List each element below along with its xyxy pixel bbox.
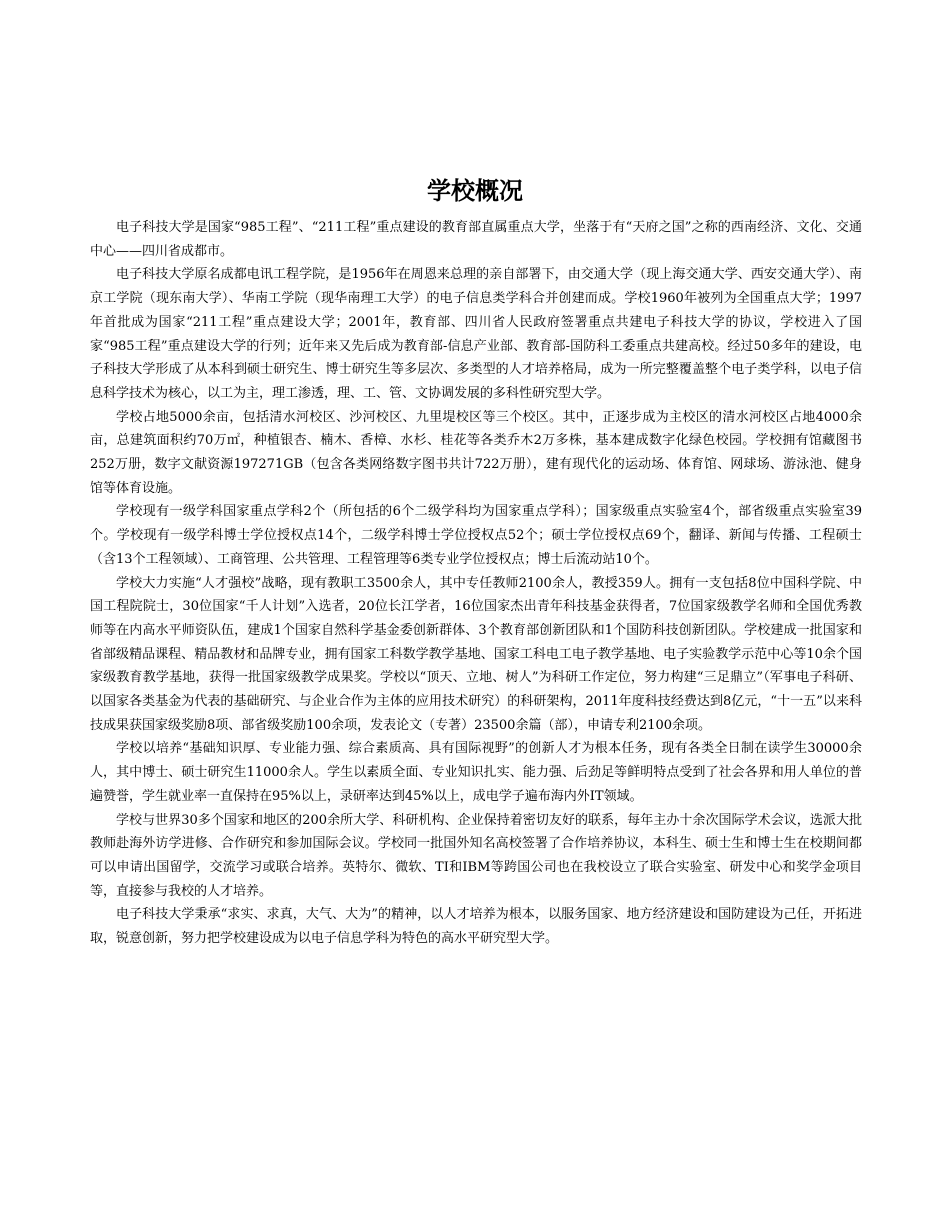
paragraph-faculty: 学校大力实施“人才强校”战略，现有教职工3500余人，其中专任教师2100余人，教授359人。拥有一支包括8位中国科学院、中国工程院院士，30位国家“千人计划”入选者，20位长江学者，16位国家杰出青年科技基金获得者，7位国家级教学名师和全国优秀教师等在内高水平师资队伍，建成1个国家自然科学基金委创新群体、3个教育部创新团队和1个国防科技创新团队。学校建成一批国家和省部级精品课程、精品教材和品牌专业，拥有国家工科数学教学基地、国家工科电工电子教学基地、电子实验教学示范中心等10余个国家级教育教学基地，获得一批国家级教学成果奖。学校以“顶天、立地、树人”为科研工作定位，努力构建“三足鼎立”（军事电子科研、以国家各类基金为代表的基础研究、与企业合作为主体的应用技术研究）的科研架构，2011年度科技经费达到8亿元，“十一五”以来科技成果获国家级奖励8项、部省级奖励100余项，发表论文（专著）23500余篇（部），申请专利2100余项。	[90, 575, 862, 733]
paragraph-intro: 电子科技大学是国家“985工程”、“211工程”重点建设的教育部直属重点大学，坐落于有“天府之国”之称的西南经济、文化、交通中心——四川省成都市。	[90, 220, 862, 259]
paragraph-history: 电子科技大学原名成都电讯工程学院，是1956年在周恩来总理的亲自部署下，由交通大学（现上海交通大学、西安交通大学）、南京工学院（现东南大学）、华南工学院（现华南理工大学）的电子信息类学科合并创建而成。学校1960年被列为全国重点大学；1997年首批成为国家“211工程”重点建设大学；2001年，教育部、四川省人民政府签署重点共建电子科技大学的协议，学校进入了国家“985工程”重点建设大学的行列；近年来又先后成为教育部-信息产业部、教育部-国防科工委重点共建高校。经过50多年的建设，电子科技大学形成了从本科到硕士研究生、博士研究生等多层次、多类型的人才培养格局，成为一所完整覆盖整个电子类学科，以电子信息科学技术为核心，以工为主，理工渗透，理、工、管、文协调发展的多科性研究型大学。	[90, 267, 862, 401]
document-body	[90, 216, 862, 951]
paragraph-students: 学校以培养“基础知识厚、专业能力强、综合素质高、具有国际视野”的创新人才为根本任务，现有各类全日制在读学生30000余人，其中博士、硕士研究生11000余人。学生以素质全面、专业知识扎实、能力强、后劲足等鲜明特点受到了社会各界和用人单位的普遍赞誉，学生就业率一直保持在95%以上，录研率达到45%以上，成电学子遍布海内外IT领域。	[90, 741, 862, 804]
paragraph-disciplines: 学校现有一级学科国家重点学科2个（所包括的6个二级学科均为国家重点学科）；国家级重点实验室4个，部省级重点实验室39个。学校现有一级学科博士学位授权点14个，二级学科博士学位授权点52个；硕士学位授权点69个，翻译、新闻与传播、工程硕士（含13个工程领域）、工商管理、公共管理、工程管理等6类专业学位授权点；博士后流动站10个。	[90, 504, 862, 567]
page-title: 学校概况	[427, 176, 523, 205]
paragraph-campus: 学校占地5000余亩，包括清水河校区、沙河校区、九里堤校区等三个校区。其中，正逐步成为主校区的清水河校区占地4000余亩，总建筑面积约70万㎡，种植银杏、楠木、香樟、水杉、桂花等各类乔木2万多株，基本建成数字化绿色校园。学校拥有馆藏图书252万册，数字文献资源197271GB（包含各类网络数字图书共计722万册），建有现代化的运动场、体育馆、网球场、游泳池、健身馆等体育设施。	[90, 409, 862, 496]
paragraph-mission: 电子科技大学秉承“求实、求真，大气、大为”的精神，以人才培养为根本，以服务国家、地方经济建设和国防建设为己任，开拓进取，锐意创新，努力把学校建设成为以电子信息学科为特色的高水平研究型大学。	[90, 907, 862, 947]
paragraph-international: 学校与世界30多个国家和地区的200余所大学、科研机构、企业保持着密切友好的联系，每年主办十余次国际学术会议，选派大批教师赴海外访学进修、合作研究和参加国际会议。学校同一批国外知名高校签署了合作培养协议，本科生、硕士生和博士生在校期间都可以申请出国留学，交流学习或联合培养。英特尔、微软、TI和IBM等跨国公司也在我校设立了联合实验室、研发中心和奖学金项目等，直接参与我校的人才培养。	[90, 812, 862, 899]
